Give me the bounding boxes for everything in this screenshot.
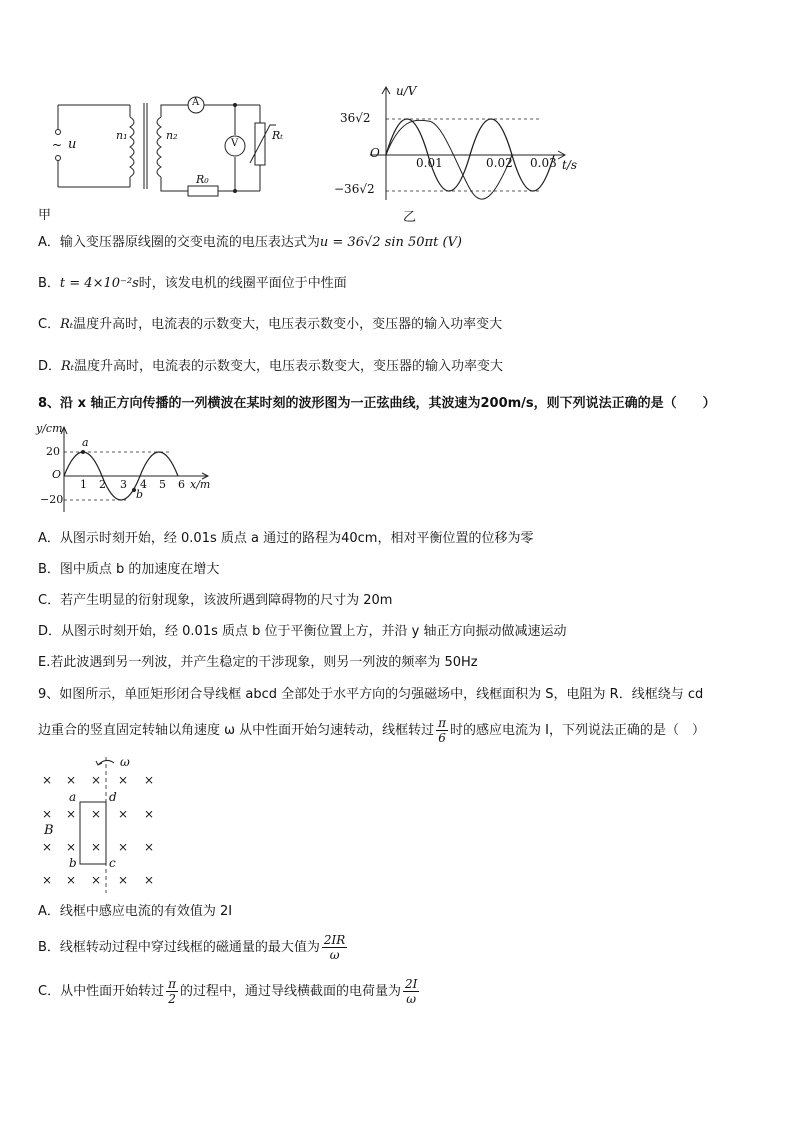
q9-option-b-fraction: [322, 933, 347, 962]
q7-option-c: [38, 316, 502, 334]
y-tick-pos: 36√2: [340, 111, 371, 125]
q9-frame-diagram: [36, 755, 176, 895]
q7-option-b-formula: t = 4×10⁻²s: [59, 276, 139, 291]
q7-option-b: [38, 275, 347, 293]
q9-option-a: A．线框中感应电流的有效值为 2I: [38, 904, 233, 919]
q8-y-tick-neg: −20: [40, 493, 64, 506]
q9-stem-line2: [38, 714, 705, 748]
q9-option-c-frac1-den: 2: [168, 992, 176, 1006]
field-b-label: B: [44, 823, 54, 838]
q9-option-b-text: B．线框转动过程中穿过线框的磁通量的最大值为: [38, 940, 320, 955]
rotation-arrow-icon: [96, 761, 102, 765]
field-cross-icon: ×: [91, 840, 102, 854]
q9-option-c-frac1-num: π: [168, 977, 176, 991]
field-cross-icon: ×: [144, 873, 155, 887]
q9-option-b: [38, 930, 349, 966]
ammeter-label: A: [192, 97, 200, 108]
q8-x-axis-label: x/m: [190, 478, 211, 491]
x-tick-2: 0.02: [486, 156, 513, 170]
field-cross-icon: ×: [66, 873, 77, 887]
q9-stem-frac-num: π: [438, 716, 447, 730]
q8-option-c: C．若产生明显的衍射现象，该波所遇到障碍物的尺寸为 20m: [38, 593, 393, 608]
figure-yi-waveform: [334, 84, 590, 204]
q8-stem: 8、沿 x 轴正方向传播的一列横波在某时刻的波形图为一正弦曲线，其波速为200m/s，则下列说法正确的是（ ）: [38, 396, 716, 411]
y-axis-label: u/V: [396, 84, 417, 98]
q9-option-c-fraction2: [403, 977, 419, 1006]
q7-option-a-text: A．输入变压器原线圈的交变电流的电压表达式为: [38, 235, 320, 250]
q9-option-c-part2: 的过程中，通过导线横截面的电荷量为: [179, 984, 401, 999]
field-cross-icon: ×: [118, 873, 129, 887]
q8-x-tick-5: 5: [159, 478, 166, 491]
q7-option-c-prefix: C．: [38, 317, 61, 332]
field-cross-icon: ×: [66, 773, 77, 787]
q9-option-c: [38, 974, 421, 1010]
q9-option-b-frac-num: 2IR: [323, 933, 346, 947]
x-tick-3: 0.03: [530, 156, 557, 170]
ac-tilde-icon: ~: [52, 138, 63, 152]
q7-option-b-prefix: B．: [38, 276, 60, 291]
x-tick-1: 0.01: [416, 156, 443, 170]
figure-jia-label: 甲: [38, 208, 52, 223]
q7-option-a: [38, 234, 462, 252]
q8-point-b-label: b: [136, 488, 144, 501]
q7-option-d-prefix: D．: [38, 359, 62, 374]
q9-option-c-fraction1: [166, 977, 178, 1006]
field-cross-icon: ×: [42, 807, 53, 821]
q9-option-c-frac2-den: ω: [406, 992, 417, 1006]
field-cross-icon: ×: [42, 873, 53, 887]
q7-option-d-text: 温度升高时，电流表的示数变大，电压表示数变大，变压器的输入功率变大: [74, 359, 504, 374]
figure-jia-circuit: [30, 85, 290, 215]
q7-option-d: [38, 358, 503, 376]
field-cross-icon: ×: [91, 807, 102, 821]
field-cross-icon: ×: [66, 807, 77, 821]
q9-stem-frac-den: 6: [438, 731, 446, 745]
field-cross-icon: ×: [118, 773, 129, 787]
corner-c-label: c: [109, 856, 116, 870]
voltmeter-label: V: [231, 138, 239, 149]
field-cross-icon: ×: [91, 873, 102, 887]
x-axis-label: t/s: [562, 158, 578, 172]
corner-b-label: b: [69, 856, 77, 870]
q8-x-tick-1: 1: [80, 478, 87, 491]
q9-stem-fraction: [436, 716, 448, 745]
q7-option-c-symbol: Rₜ: [60, 317, 74, 332]
n2-label: n₂: [166, 129, 178, 142]
field-cross-icon: ×: [42, 773, 53, 787]
field-cross-icon: ×: [118, 840, 129, 854]
q8-y-tick-pos: 20: [46, 445, 60, 458]
q9-stem-line2-part2: 时的感应电流为 I，下列说法正确的是（ ）: [450, 723, 706, 738]
q8-wave-chart: [36, 422, 226, 514]
q8-x-tick-4: 4: [140, 478, 147, 491]
field-cross-icon: ×: [118, 807, 129, 821]
origin-label: O: [370, 146, 380, 160]
y-tick-neg: −36√2: [334, 182, 375, 196]
q8-x-tick-6: 6: [178, 478, 185, 491]
q8-option-a: A．从图示时刻开始，经 0.01s 质点 a 通过的路程为40cm，相对平衡位置的位移为零: [38, 531, 534, 546]
r0-label: R₀: [196, 173, 209, 186]
q9-stem-line1: 9、如图所示，单匝矩形闭合导线框 abcd 全部处于水平方向的匀强磁场中，线框面积为 S，电阻为 R．线框绕与 cd: [38, 687, 704, 702]
q9-magnetic-figure: [36, 755, 176, 895]
q9-option-c-frac2-num: 2I: [404, 977, 418, 991]
field-cross-icon: ×: [66, 840, 77, 854]
q9-option-b-frac-den: ω: [329, 948, 340, 962]
q8-x-tick-3: 3: [120, 478, 127, 491]
q9-stem-line2-part1: 边重合的竖直固定转轴以角速度 ω 从中性面开始匀速转动，线框转过: [38, 723, 435, 738]
q8-origin: O: [52, 468, 62, 481]
q8-y-axis-label: y/cm: [36, 422, 63, 435]
q8-point-a-label: a: [82, 436, 89, 449]
q7-option-d-symbol: Rₜ: [61, 359, 75, 374]
q7-option-c-text: 温度升高时，电流表的示数变大，电压表示数变小，变压器的输入功率变大: [73, 317, 503, 332]
corner-a-label: a: [69, 790, 77, 804]
corner-d-label: d: [109, 790, 117, 804]
source-u-label: u: [68, 137, 77, 152]
field-cross-icon: ×: [144, 773, 155, 787]
rt-label: Rₜ: [272, 129, 283, 142]
q8-option-e: E.若此波遇到另一列波，并产生稳定的干涉现象，则另一列波的频率为 50Hz: [38, 655, 478, 670]
q8-option-d: D．从图示时刻开始，经 0.01s 质点 b 位于平衡位置上方，并沿 y 轴正方向振动做减速运动: [38, 624, 567, 639]
q9-option-c-part1: C．从中性面开始转过: [38, 984, 165, 999]
q8-option-b: B．图中质点 b 的加速度在增大: [38, 562, 220, 577]
n1-label: n₁: [116, 129, 128, 142]
omega-label: ω: [120, 755, 130, 769]
q8-x-tick-2: 2: [99, 478, 106, 491]
q7-option-a-formula: u = 36√2 sin 50πt (V): [319, 235, 462, 250]
point-a-dot: [81, 450, 85, 454]
field-cross-icon: ×: [42, 840, 53, 854]
figure-yi-label: 乙: [403, 210, 417, 225]
field-cross-icon: ×: [144, 807, 155, 821]
field-cross-icon: ×: [91, 773, 102, 787]
field-cross-icon: ×: [144, 840, 155, 854]
voltage-wave-chart: [340, 84, 590, 204]
q7-option-b-text: 时，该发电机的线圈平面位于中性面: [138, 276, 347, 291]
q8-wave-figure: [36, 422, 226, 514]
